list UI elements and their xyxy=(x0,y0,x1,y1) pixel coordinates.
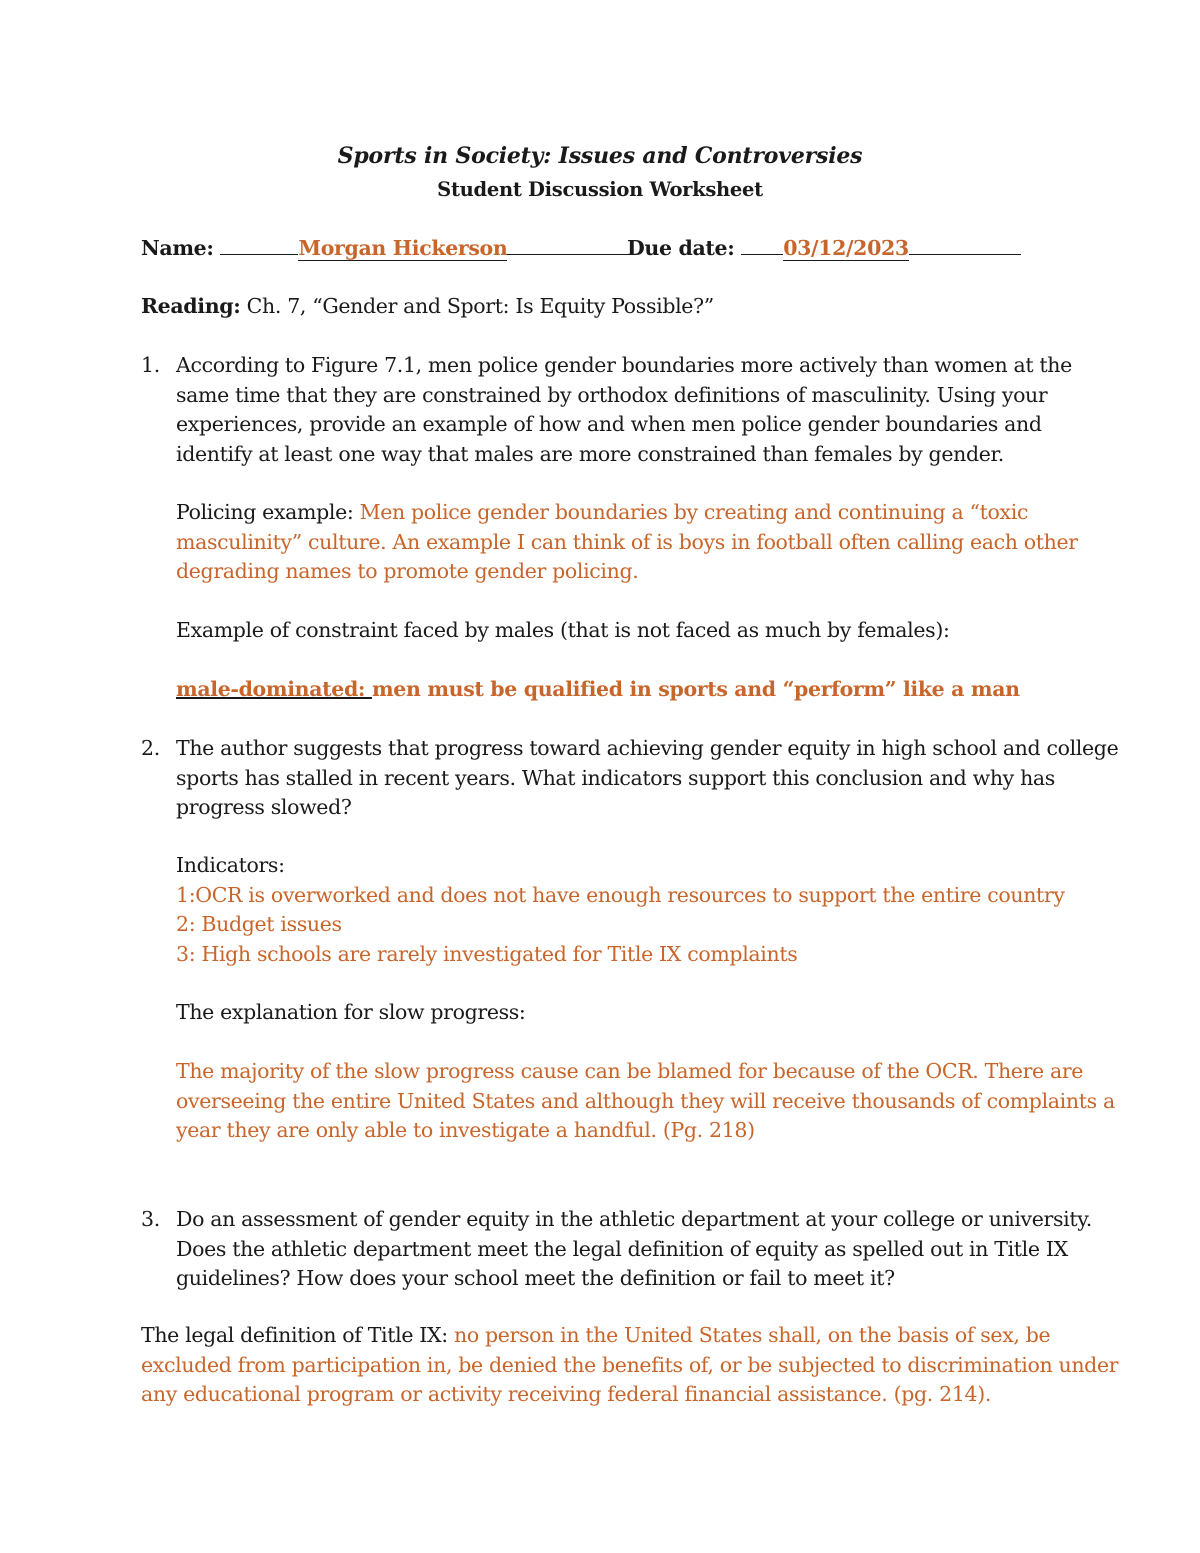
explanation-answer xyxy=(176,1057,1115,1146)
q3-line: guidelines? How does your school meet the definition or fail to meet it? xyxy=(176,1266,895,1290)
name-label: Name: xyxy=(141,236,214,260)
explanation-line[interactable]: The majority of the slow progress cause can be blamed for because of the OCR. There are xyxy=(176,1059,1084,1083)
policing-answer-line[interactable]: masculinity” culture. An example I can think of is boys in football often calling each other xyxy=(176,529,1078,554)
q1-line: identify at least one way that males are more constrained than females by gender. xyxy=(176,441,1004,466)
definition-line[interactable]: excluded from participation in, be denied the benefits of, or be subjected to discrimination under xyxy=(141,1352,1119,1377)
indicators-block xyxy=(176,851,1065,969)
explanation-line[interactable]: overseeing the entire United States and although they will receive thousands of complaints a xyxy=(176,1088,1115,1113)
q2-line: The author suggests that progress toward achieving gender equity in high school and college xyxy=(176,736,1119,760)
q2-prompt xyxy=(176,734,1118,823)
policing-answer-line[interactable]: Men police gender boundaries by creating and continuing a “toxic xyxy=(359,500,1029,524)
policing-label: Policing example: xyxy=(176,500,354,524)
reading-label: Reading: xyxy=(141,294,241,318)
due-label: Due date: xyxy=(627,236,735,260)
q1-policing-answer xyxy=(176,498,1078,587)
q3-prompt xyxy=(176,1205,1092,1294)
definition-block xyxy=(141,1321,1118,1410)
due-blank-right xyxy=(909,232,1021,255)
q2-line: progress slowed? xyxy=(176,795,352,819)
q2-number: 2. xyxy=(141,736,160,760)
definition-line[interactable]: no person in the United States shall, on the basis of sex, be xyxy=(453,1323,1051,1347)
worksheet-subtitle: Student Discussion Worksheet xyxy=(437,178,763,201)
q1-number: 1. xyxy=(141,353,160,377)
q3-number: 3. xyxy=(141,1207,160,1231)
q3-line: Do an assessment of gender equity in the athletic department at your college or university. xyxy=(176,1207,1092,1231)
q1-line: same time that they are constrained by orthodox definitions of masculinity. Using your xyxy=(176,382,1048,407)
due-blank-left xyxy=(741,232,783,255)
policing-answer-line[interactable]: degrading names to promote gender policing. xyxy=(176,559,639,583)
q3-line: Does the athletic department meet the legal definition of equity as spelled out in Title IX xyxy=(176,1236,1068,1261)
q2-line: sports has stalled in recent years. What indicators support this conclusion and why has xyxy=(176,765,1055,790)
constraint-answer-underlined: male-dominated: xyxy=(176,677,372,701)
worksheet-title: Sports in Society: Issues and Controversies xyxy=(337,143,863,169)
definition-line[interactable]: any educational program or activity receiving federal financial assistance. (pg. 214). xyxy=(141,1382,992,1406)
indicator-item[interactable]: 2: Budget issues xyxy=(176,912,342,936)
due-value[interactable]: 03/12/2023 xyxy=(783,236,909,260)
name-blank-left xyxy=(220,232,298,255)
constraint-label: Example of constraint faced by males (that is not faced as much by females): xyxy=(176,618,950,642)
name-value[interactable]: Morgan Hickerson xyxy=(298,236,508,260)
due-row xyxy=(627,232,1021,264)
constraint-answer-rest: men must be qualified in sports and “perform” like a man xyxy=(371,677,1020,701)
reading-text: Ch. 7, “Gender and Sport: Is Equity Possible?” xyxy=(246,294,714,318)
indicator-item[interactable]: 3: High schools are rarely investigated for Title IX complaints xyxy=(176,941,798,966)
explanation-label: The explanation for slow progress: xyxy=(176,1000,526,1024)
constraint-answer[interactable] xyxy=(176,675,1020,705)
reading-row xyxy=(141,292,714,322)
q1-prompt xyxy=(176,351,1072,469)
indicators-label: Indicators: xyxy=(176,853,285,877)
indicator-item[interactable]: 1:OCR is overworked and does not have enough resources to support the entire country xyxy=(176,882,1065,907)
q1-line: According to Figure 7.1, men police gender boundaries more actively than women at the xyxy=(176,353,1072,377)
definition-label: The legal definition of Title IX: xyxy=(141,1323,448,1347)
explanation-line[interactable]: year they are only able to investigate a handful. (Pg. 218) xyxy=(176,1118,755,1142)
name-blank-right xyxy=(507,232,635,255)
name-row xyxy=(141,232,635,264)
q1-line: experiences, provide an example of how and when men police gender boundaries and xyxy=(176,412,1042,436)
